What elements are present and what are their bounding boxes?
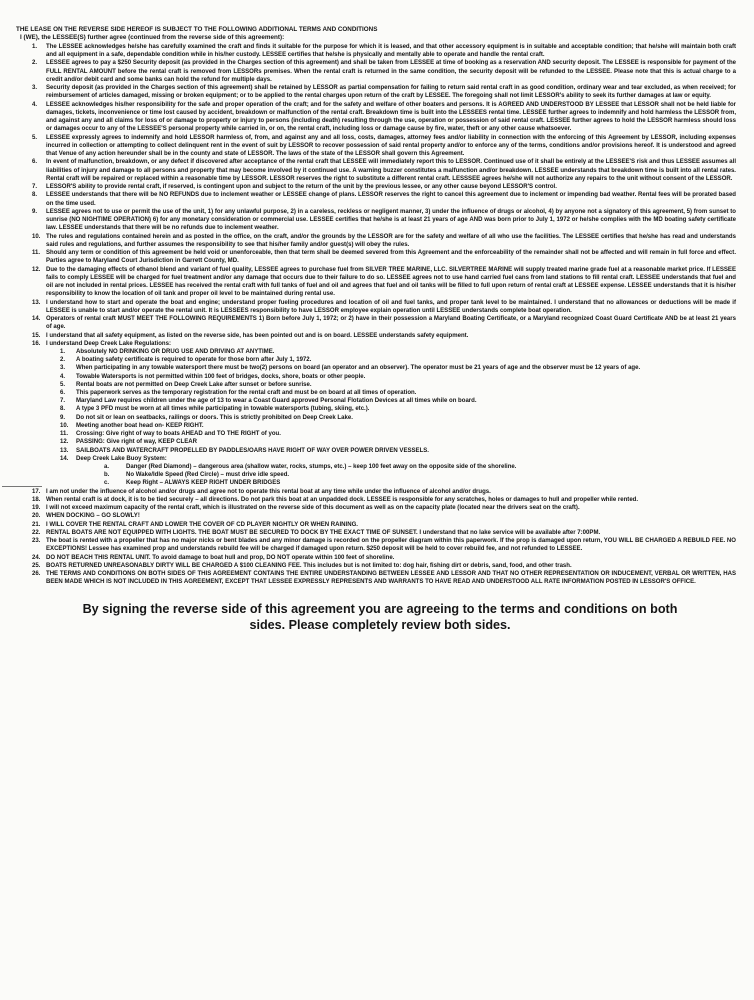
term-text: I understand Deep Creek Lake Regulations:	[46, 340, 172, 347]
terms-list-continued	[16, 488, 736, 587]
term-number: 12.	[32, 266, 41, 273]
regulation-item	[16, 364, 736, 372]
regulation-number: 12.	[60, 439, 69, 446]
term-item	[16, 529, 736, 537]
buoy-text: No Wake/Idle Speed (Red Circle) – must drive idle speed.	[126, 472, 290, 479]
regulation-text: Rental boats are not permitted on Deep Creek Lake after sunset or before sunrise.	[76, 381, 312, 388]
term-number: 15.	[32, 332, 41, 339]
term-number: 8.	[32, 192, 38, 199]
buoy-item	[16, 463, 736, 471]
regulation-number: 6.	[60, 390, 66, 397]
regulation-text: Meeting another boat head on- KEEP RIGHT.	[76, 422, 204, 429]
regulation-number: 4.	[60, 373, 66, 380]
regulation-item	[16, 348, 736, 356]
term-text: I will not exceed maximum capacity of the rental craft, which is illustrated on the reverse side of this document as well as on the capacity plate (located near the drivers seat on the craft).	[46, 505, 580, 512]
buoy-letter: b.	[104, 472, 110, 479]
regulation-number: 2.	[60, 357, 66, 364]
term-number: 22.	[32, 529, 41, 536]
regulation-item	[16, 373, 736, 381]
term-item	[16, 496, 736, 504]
regulation-number: 1.	[60, 349, 66, 356]
term-text: When rental craft is at dock, it is to be tied securely – all directions. Do not park this boat at an unpadded dock. LESSEE is responsible for any scratches, holes or damages to hull and propeller while rented.	[46, 496, 639, 503]
regulation-item	[16, 405, 736, 413]
term-text: I understand how to start and operate the boat and engine; understand proper fueling procedures and location of oil and fuel tanks, and proper tank level to be maintained. I understand that no allowances or deductions will be made if LESSEE is unable to start and/or operate the rental unit. It is LESSEES responsibility to have LESSOR employee explain operation until LESSEE understands complete boat operation.	[46, 299, 736, 314]
regulation-number: 5.	[60, 381, 66, 388]
term-item	[16, 488, 736, 496]
term-text: LESSEE agrees not to use or permit the use of the unit, 1) for any unlawful purpose, 2) in a careless, reckless or negligent manner, 3) under the influence of drugs or alcohol, 4) by anyone not a signatory of this agreement, 5) from sunset to sunrise (NO NIGHTIME OPERATION) 6) for any monetary consideration or commercial use. LESSEE certifies that he/she is at least 21 years of age AND was born prior to July 1, 1972 or he/she complies with the MD boating safety certificate law. LESSEE understands that there will be no refunds due to inclement weather.	[46, 208, 736, 232]
regulation-number: 8.	[60, 406, 66, 413]
term-text: Security deposit (as provided in the Charges section of this agreement) shall be retained by LESSOR as partial compensation for failing to return said rental craft in as good condition, ordinary wear and tear excluded, as when received; for reimbursement of articles damaged, missing or broken equipment; or to be applied to the rental charges upon return of the craft by LESSEE. The foregoing shall not limit LESSOR's ability to seek its further damages at law or equity.	[46, 85, 736, 100]
signing-notice: By signing the reverse side of this agreement you are agreeing to the terms and conditions on both sides. Please completely review both sides.	[82, 601, 678, 632]
term-item	[16, 340, 736, 348]
buoy-text: Keep Right – ALWAYS KEEP RIGHT UNDER BRIDGES	[126, 480, 281, 487]
regulation-item	[16, 381, 736, 389]
regulation-text: A boating safety certificate is required to operate for those born after July 1, 1972.	[76, 357, 312, 364]
regulation-number: 13.	[60, 447, 69, 454]
term-number: 16.	[32, 340, 41, 347]
term-item	[16, 537, 736, 554]
regulation-item	[16, 438, 736, 446]
term-text: Due to the damaging effects of ethanol blend and variant of fuel quality, LESSEE agrees to purchase fuel from SILVER TREE MARINE, LLC. SILVERTREE MARINE will supply treated marine grade fuel at a reasonable market price. If LESSEE fails to comply LESSEE will be charged for fuel treatment and/or any damage that occurs due to their failure to do so. LESSEE agrees not to use hand carried fuel cans from land stations to fill rental craft. LESSEE understands that fuel and oil are not included in rental prices. LESSEE has received the rental craft with full tanks of fuel and oil and agrees that fuel and oil tanks will be filled to full upon return of rental craft at LESSEE expense. LESSEE understands that it is his/her responsibility to know the location of oil tank and proper oil level to be maintained during rental use.	[46, 266, 736, 298]
term-item	[16, 562, 736, 570]
term-item	[16, 249, 736, 266]
regulation-item	[16, 430, 736, 438]
term-item	[16, 266, 736, 299]
term-number: 21.	[32, 521, 41, 528]
term-text: RENTAL BOATS ARE NOT EQUIPPED WITH LIGHTS. THE BOAT MUST BE SECURED TO DOCK BY THE EXACT TIME OF SUNSET. I understand that no lake service will be available after 7:00PM.	[46, 529, 601, 536]
regulation-item	[16, 422, 736, 430]
regulation-item	[16, 389, 736, 397]
term-text: The LESSEE acknowledges he/she has carefully examined the craft and finds it suitable for the purpose for which it is leased, and that other accessory equipment is in suitable and acceptable condition; that he/she will maintain both craft and all equipment in a safe, dependable condition while in his/her custody. LESSEE certifies that he/she is physically and mentally able to operate and handle the rental craft.	[46, 43, 736, 59]
term-text: LESSEE understands that there will be NO REFUNDS due to inclement weather or LESSEE change of plans. LESSOR reserves the right to cancel this agreement due to inclement or impending bad weather. Rental fees will be prorated based on the time used.	[46, 192, 736, 207]
term-number: 7.	[32, 184, 38, 191]
buoy-letter: c.	[104, 480, 110, 487]
term-item	[16, 59, 736, 84]
regulation-number: 14.	[60, 455, 69, 462]
term-number: 25.	[32, 562, 41, 569]
term-text: Operators of rental craft MUST MEET THE FOLLOWING REQUIREMENTS 1) Born before July 1, 1972; or 2) have in their possession a Maryland Boating Certificate, or a Maryland recognized Coast Guard Certificate AND be at least 21 years of age.	[46, 316, 736, 331]
term-item	[16, 570, 736, 587]
term-number: 26.	[32, 571, 41, 578]
term-text: DO NOT BEACH THIS RENTAL UNIT. To avoid damage to boat hull and prop, DO NOT operate within 100 feet of shoreline.	[46, 554, 395, 561]
regulation-text: Deep Creek Lake Buoy System:	[76, 455, 167, 462]
buoy-letter: a.	[104, 463, 110, 470]
term-number: 3.	[32, 85, 38, 92]
term-text: I understand that all safety equipment, as listed on the reverse side, has been pointed out and is on board. LESSEE understands safety equipment.	[46, 332, 469, 339]
regulation-number: 9.	[60, 414, 66, 421]
regulation-number: 7.	[60, 398, 66, 405]
term-number: 13.	[32, 299, 41, 306]
term-number: 2.	[32, 60, 38, 67]
lake-regulations-list	[16, 348, 736, 463]
term-number: 14.	[32, 316, 41, 323]
regulation-number: 11.	[60, 431, 69, 438]
term-item	[16, 315, 736, 332]
term-text: THE TERMS AND CONDITIONS ON BOTH SIDES OF THIS AGREEMENT CONTAINS THE ENTIRE UNDERSTANDING BETWEEN LESSEE AND LESSOR AND THAT NO OTHER REPRESENTATION OR INDUCEMENT, VERBAL OR WRITTEN, HAS BEEN MADE WHICH IS NOT INCLUDED IN THIS AGREEMENT, EXCEPT THAT LESSEE EXPRESSLY REPRESENTS AND WARRANTS TO HAVE READ AND UNDERSTOOD ALL RATE INFORMATION POSTED IN LESSOR'S OFFICE.	[46, 571, 736, 586]
term-number: 17.	[32, 488, 41, 495]
term-text: BOATS RETURNED UNREASONABLY DIRTY WILL BE CHARGED A $100 CLEANING FEE. This includes but is not limited to: dog hair, fishing dirt or debris, sand, food, and other trash.	[46, 562, 572, 569]
regulation-text: This paperwork serves as the temporary registration for the rental craft and must be on board at all times of operation.	[76, 390, 417, 397]
term-number: 6.	[32, 159, 38, 166]
document-subheader: I (WE), the LESSEE(S) further agree (continued from the reverse side of this agreement):	[20, 34, 285, 42]
term-text: LESSEE agrees to pay a $250 Security deposit (as provided in the Charges section of this agreement) and shall be taken from LESSEE at time of booking as a reservation AND security deposit. The LESSEE is responsible for payment of the FULL RENTAL AMOUNT before the rental craft is removed from LESSORs premises. When the rental craft is returned in the same condition, the security deposit will be refunded to the LESSEE. Please note that this is actual charge to a credit and/or debit card and some banks can hold the refund for multiple days.	[46, 60, 736, 83]
term-item	[16, 504, 736, 512]
term-number: 11.	[32, 250, 41, 257]
term-text: I WILL COVER THE RENTAL CRAFT AND LOWER THE COVER OF CD PLAYER NIGHTLY OR WHEN RAINING.	[46, 521, 358, 528]
term-item	[16, 554, 736, 562]
term-text: The rules and regulations contained herein and as posted in the office, on the craft, and/or the grounds by the LESSOR are for the safety and welfare of all who use the facilities. The LESSEE certifies that he/she has read and understands said rules and regulations, and further assumes the responsibility to see that his/her family and/or guest(s) will obey the rules.	[46, 233, 736, 248]
term-item	[16, 233, 736, 250]
term-item	[16, 512, 736, 520]
term-number: 19.	[32, 505, 41, 512]
term-number: 18.	[32, 496, 41, 503]
regulation-number: 10.	[60, 422, 69, 429]
regulation-text: PASSING: Give right of way, KEEP CLEAR	[76, 439, 197, 446]
term-number: 1.	[32, 43, 38, 50]
term-number: 9.	[32, 208, 38, 215]
term-text: LESSEE expressly agrees to indemnify and hold LESSOR harmless of, from, and against any and all loss, costs, damages, attorney fees and/or liability in connection with the enforcing of this Agreement by LESSOR, including expenses incurred in collection or attempting to collect delinquent rent in the event of suit by LESSOR to recover possession of said rental property and/or to enforce any of the terms, conditions and/or provisions hereof. It is understood and agreed that Venue of any action hereunder shall be in the county and state of LESSOR. The laws of the state of the LESSOR shall govern this Agreement.	[46, 134, 736, 158]
regulation-text: Absolutely NO DRINKING OR DRUG USE AND DRIVING AT ANYTIME.	[76, 349, 275, 356]
term-item	[16, 43, 736, 60]
term-text: LESSEE acknowledges his/her responsibility for the safe and proper operation of the craft; and for the safety and welfare of other boaters and persons. It is AGREED AND UNDERSTOOD BY LESSEE that LESSOR shall not be held liable for damages, tickets, inconvenience or time lost caused by accident, breakdown or malfunction of the rental craft. Breakdown time is built into the LESSEES rental time. LESSEE further agrees to indemnify and hold harmless the LESSOR from, and against any and all claims for loss of or damage to property or injury to persons (including death) resulting through the use, operation or possession of said rental craft. LESSEE further agrees to hold the LESSOR harmless should loss or damages occur to any of the LESSEE'S personal property while carried in, or on, the rental craft, including loss or damage cause by fire, water, theft or any other cause whatsoever.	[46, 101, 736, 133]
regulation-item	[16, 397, 736, 405]
regulation-text: When participating in any towable watersport there must be two(2) persons on board (an operator and an observer). The operator must be 21 years of age and the observer must be 12 years of age.	[76, 365, 641, 372]
term-number: 5.	[32, 134, 38, 141]
document-header: THE LEASE ON THE REVERSE SIDE HEREOF IS SUBJECT TO THE FOLLOWING ADDITIONAL TERMS AND CONDITIONS	[16, 26, 378, 33]
term-text: The boat is rented with a propeller that has no major nicks or bent blades and any minor damage is recorded on the propeller diagram within this paperwork. If the prop is damaged upon return, YOU WILL BE CHARGED A REBUILD FEE. NO EXCEPTIONS! Lessee has examined prop and understands rebuild fee will be charged if damaged upon return. $250 deposit will be held to cover rebuild fee, and not refunded to LESSEE.	[46, 538, 736, 553]
term-item	[16, 101, 736, 134]
term-number: 20.	[32, 513, 41, 520]
term-text: I am not under the influence of alcohol and/or drugs and agree not to operate this rental boat at any time while under the influence of alcohol and/or drugs.	[46, 488, 491, 495]
regulation-item	[16, 455, 736, 463]
buoy-text: Danger (Red Diamond) – dangerous area (shallow water, rocks, stumps, etc.) – keep 100 feet away on the opposite side of the shoreline.	[126, 463, 517, 470]
term-text: WHEN DOCKING – GO SLOWLY!	[46, 513, 140, 520]
term-text: Should any term or condition of this agreement be held void or unenforceable, then that term shall be deemed severed from this Agreement and the enforceability of the remainder shall not be affected and will remain in full force and effect. Parties agree to Maryland Court Jurisdiction in Garrett County, MD.	[46, 250, 736, 265]
term-item	[16, 84, 736, 101]
regulation-text: Towable Watersports is not permitted within 100 feet of bridges, docks, shore, boats or other people.	[76, 373, 366, 380]
buoy-item	[16, 479, 736, 487]
term-item	[16, 183, 736, 191]
term-item	[16, 158, 736, 183]
term-text: In event of malfunction, breakdown, or any defect if discovered after acceptance of the rental craft that LESSEE will immediately report this to LESSOR. Continued use of it shall be entirely at the LESSEE'S risk and thus LESSEE assumes all liabilities of injury and damage to all persons and property that may become involved by it continued use. A warning buzzer constitutes a malfunction and/or breakdown. LESSEE understands that breakdown time is built into all rental rates. Rental craft will be repaired or replaced within a reasonable time by LESSOR. LESSOR reserves the right to substitute a different rental craft. LESSSEE agrees he/she will not authorize any repairs to the unit without consent of the LESSOR.	[46, 159, 736, 182]
regulation-text: Maryland Law requires children under the age of 13 to wear a Coast Guard approved Personal Flotation Devices at all times while on board.	[76, 398, 477, 405]
term-number: 10.	[32, 233, 41, 240]
term-item	[16, 332, 736, 340]
buoy-item	[16, 471, 736, 479]
regulation-item	[16, 414, 736, 422]
regulation-text: SAILBOATS AND WATERCRAFT PROPELLED BY PADDLES/OARS HAVE RIGHT OF WAY OVER POWER DRIVEN VESSELS.	[76, 447, 429, 454]
term-number: 24.	[32, 554, 41, 561]
regulation-text: Do not sit or lean on seatbacks, railings or doors. This is strictly prohibited on Deep Creek Lake.	[76, 414, 353, 421]
term-item	[16, 299, 736, 316]
scan-artifact-line	[2, 486, 42, 487]
regulation-text: Crossing: Give right of way to boats AHEAD and TO THE RIGHT of you.	[76, 431, 281, 438]
term-item	[16, 521, 736, 529]
term-item	[16, 134, 736, 159]
regulation-item	[16, 356, 736, 364]
regulation-item	[16, 447, 736, 455]
term-item	[16, 191, 736, 208]
regulation-text: A type 3 PFD must be worn at all times while participating in towable watersports (tubing, skiing, etc.).	[76, 406, 370, 413]
term-number: 23.	[32, 538, 41, 545]
term-text: LESSOR'S ability to provide rental craft, if reserved, is contingent upon and subject to the return of the unit by the previous lessee, or any other cause beyond LESSOR'S control.	[46, 184, 557, 191]
regulation-number: 3.	[60, 365, 66, 372]
terms-list	[16, 43, 736, 348]
term-item	[16, 208, 736, 233]
buoy-system-list	[16, 463, 736, 488]
term-number: 4.	[32, 101, 38, 108]
